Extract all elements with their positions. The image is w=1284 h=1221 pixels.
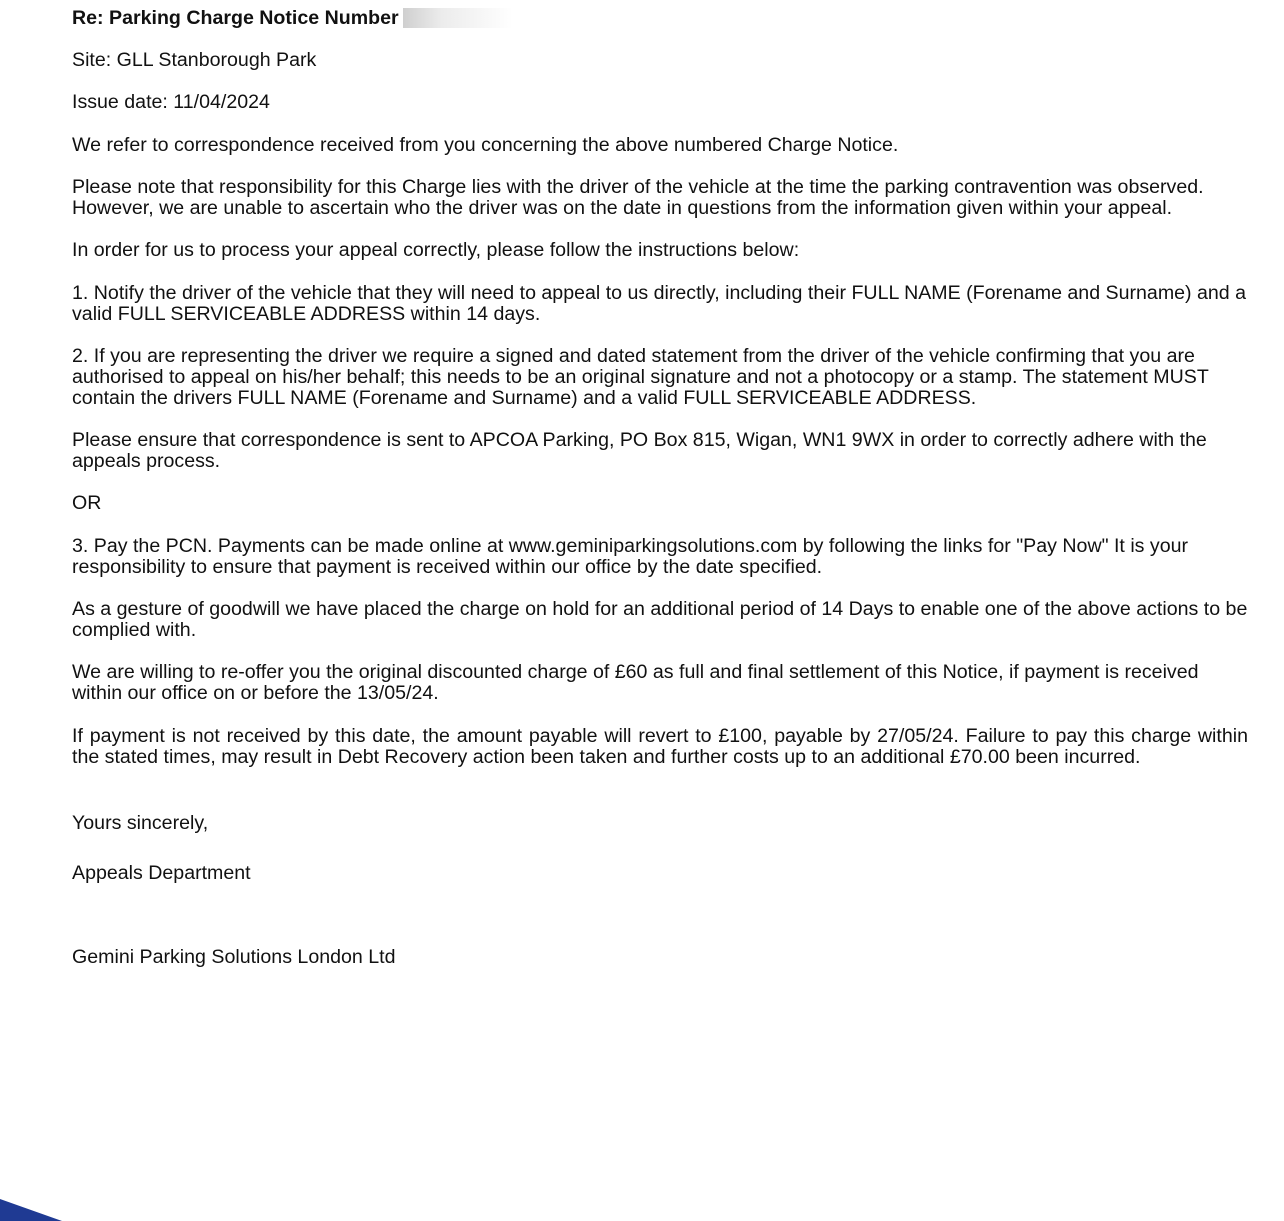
instructions-intro: In order for us to process your appeal correctly, please follow the instructions below:: [72, 239, 800, 261]
responsibility-paragraph: Please note that responsibility for this Charge lies with the driver of the vehicle at the time the parking contravention was observed. However, we are unable to ascertain who the driver was on the date in questions from the information given within your appeal.: [72, 176, 1204, 219]
intro-paragraph: We refer to correspondence received from you concerning the above numbered Charge Notice.: [72, 134, 899, 156]
address-note-paragraph: Please ensure that correspondence is sent to APCOA Parking, PO Box 815, Wigan, WN1 9WX in order to correctly adhere with the appeals process.: [72, 429, 1207, 472]
revert-paragraph: If payment is not received by this date, the amount payable will revert to £100, payable by 27/05/24. Failure to pay this charge within the stated times, may result in Debt Recovery action been taken and further costs up to an additional £70.00 been incurred.: [72, 725, 1248, 768]
corner-accent-shape: [0, 1191, 70, 1221]
company-line: Gemini Parking Solutions London Ltd: [72, 946, 396, 968]
reoffer-paragraph: We are willing to re-offer you the original discounted charge of £60 as full and final settlement of this Notice, if payment is received within our office on or before the 13/05/24.: [72, 661, 1199, 704]
instruction-item-2: 2. If you are representing the driver we require a signed and dated statement from the driver of the vehicle confirming that you are authorised to appeal on his/her behalf; this needs to be an original signature and not a photocopy or a stamp. The statement MUST contain the drivers FULL NAME (Forename and Surname) and a valid FULL SERVICEABLE ADDRESS.: [72, 345, 1209, 409]
department-line: Appeals Department: [72, 862, 251, 884]
goodwill-paragraph: As a gesture of goodwill we have placed the charge on hold for an additional period of 14 Days to enable one of the above actions to be complied with.: [72, 598, 1248, 641]
instruction-item-1: 1. Notify the driver of the vehicle that they will need to appeal to us directly, including their FULL NAME (Forename and Surname) and a valid FULL SERVICEABLE ADDRESS within 14 days.: [72, 282, 1247, 325]
redacted-notice-number: [403, 8, 513, 28]
closing-line: Yours sincerely,: [72, 812, 209, 834]
subject-line: [72, 8, 513, 29]
or-separator: OR: [72, 492, 102, 514]
issue-date-line: Issue date: 11/04/2024: [72, 91, 270, 113]
site-line: Site: GLL Stanborough Park: [72, 49, 317, 71]
instruction-item-3: 3. Pay the PCN. Payments can be made online at www.geminiparkingsolutions.com by following the links for "Pay Now" It is your responsibility to ensure that payment is received within our office by the date specified.: [72, 535, 1189, 578]
subject-text: Re: Parking Charge Notice Number: [72, 7, 399, 29]
